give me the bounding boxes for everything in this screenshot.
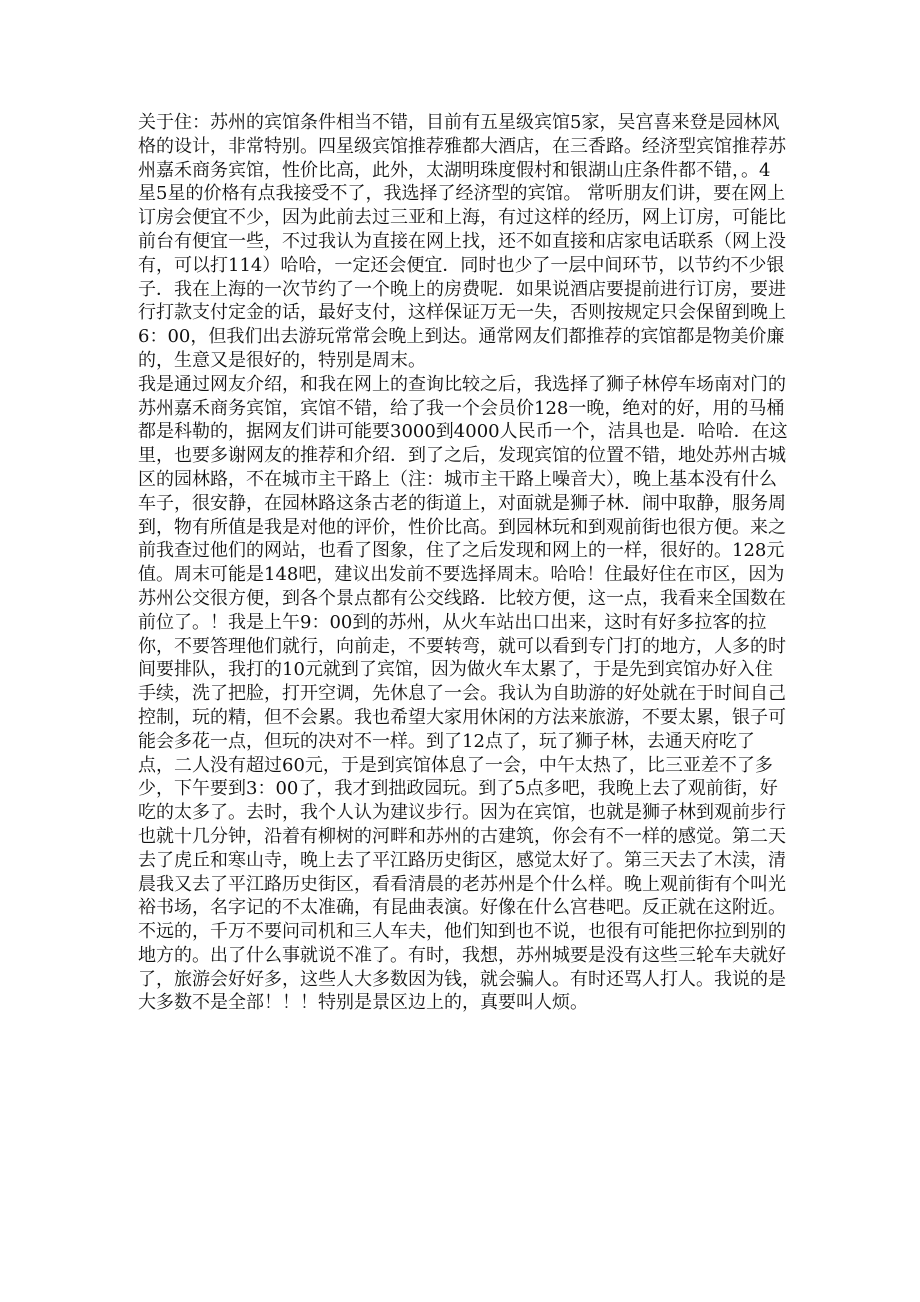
paragraph-hotel-and-itinerary: 我是通过网友介绍，和我在网上的查询比较之后，我选择了狮子林停车场南对门的苏州嘉禾商务宾馆，宾馆不错，给了我一个会员价128一晚，绝对的好，用的马桶都是科勒的，据网友们讲可能要3000到4000人民币一个，洁具也是．哈哈．在这里，也要多谢网友的推荐和介绍．到了之后，发现宾馆的位置不错，地处苏州古城区的园林路，不在城市主干路上（注：城市主干路上噪音大），晚上基本没有什么车子，很安静，在园林路这条古老的街道上，对面就是狮子林．闹中取静，服务周到，物有所值是我是对他的评价，性价比高。到园林玩和到观前街也很方便。来之前我查过他们的网站，也看了图象，住了之后发现和网上的一样，很好的。128元值。周末可能是148吧，建议出发前不要选择周末。哈哈！住最好住在市区，因为苏州公交很方便，到各个景点都有公交线路．比较方便，这一点，我看来全国数在前位了。！我是上午9：00到的苏州，从火车站出口出来，这时有好多拉客的拉你，不要答理他们就行，向前走，不要转弯，就可以看到专门打的地方，人多的时间要排队，我打的10元就到了宾馆，因为做火车太累了，于是先到宾馆办好入住手续，洗了把脸，打开空调，先休息了一会。我认为自助游的好处就在于时间自己控制，玩的精，但不会累。我也希望大家用休闲的方法来旅游，不要太累，银子可能会多花一点，但玩的决对不一样。到了12点了，玩了狮子林，去通天府吃了点，二人没有超过60元，于是到宾馆体息了一会，中午太热了，比三亚差不了多少，下午要到3：00了，我才到拙政园玩。到了5点多吧，我晚上去了观前街，好吃的太多了。去时，我个人认为建议步行。因为在宾馆，也就是狮子林到观前步行也就十几分钟，沿着有柳树的河畔和苏州的古建筑，你会有不一样的感觉。第二天去了虎丘和寒山寺，晚上去了平江路历史街区，感觉太好了。第三天去了木渎，清晨我又去了平江路历史街区，看看清晨的老苏州是个什么样。晚上观前街有个叫光裕书场，名字记的不太准确，有昆曲表演。好像在什么宫巷吧。反正就在这附近。不远的，千万不要问司机和三人车夫，他们知到也不说，也很有可能把你拉到别的地方的。出了什么事就说不准了。有时，我想，苏州城要是没有这些三轮车夫就好了，旅游会好好多，这些人大多数因为钱，就会骗人。有时还骂人打人。我说的是大多数不是全部！！！特别是景区边上的，真要叫人烦。	[138, 373, 788, 1014]
paragraph-accommodation: 关于住：苏州的宾馆条件相当不错，目前有五星级宾馆5家，吴宫喜来登是园林风格的设计，非常特别。四星级宾馆推荐雅都大酒店，在三香路。经济型宾馆推荐苏州嘉禾商务宾馆，性价比高，此外，太湖明珠度假村和银湖山庄条件都不错，。4星5星的价格有点我接受不了，我选择了经济型的宾馆。 常听朋友们讲，要在网上订房会便宜不少，因为此前去过三亚和上海，有过这样的经历，网上订房，可能比前台有便宜一些，不过我认为直接在网上找，还不如直接和店家电话联系（网上没有，可以打114）哈哈，一定还会便宜．同时也少了一层中间环节，以节约不少银子．我在上海的一次节约了一个晚上的房费呢．如果说酒店要提前进行订房，要进行打款支付定金的话，最好支付，这样保证万无一失，否则按规定只会保留到晚上6：00，但我们出去游玩常常会晚上到达。通常网友们都推荐的宾馆都是物美价廉的，生意又是很好的，特别是周末。	[138, 112, 786, 371]
document-body	[138, 111, 788, 1015]
